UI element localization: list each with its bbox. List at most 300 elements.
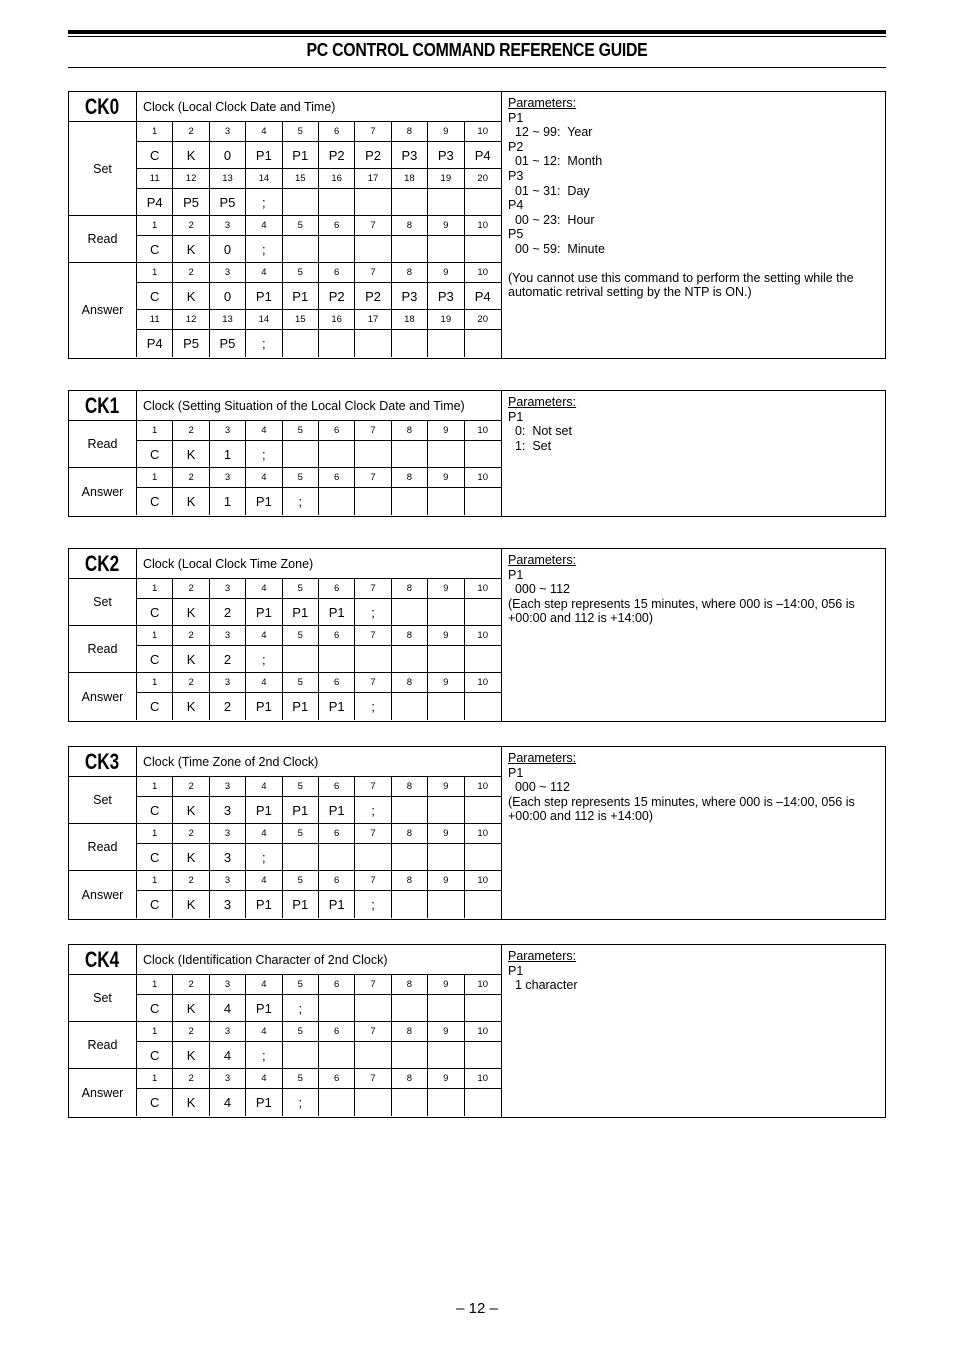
position-cell: 9 — [428, 626, 464, 645]
section-label: Read — [69, 1022, 137, 1068]
header-rule-thin — [68, 36, 886, 37]
character-cell — [428, 797, 464, 824]
position-row — [137, 673, 501, 693]
command-description: Clock (Local Clock Date and Time) — [137, 92, 501, 122]
character-row — [137, 693, 501, 720]
position-cell: 2 — [173, 626, 209, 645]
position-cell: 7 — [355, 421, 391, 440]
character-cell: K — [173, 236, 209, 263]
character-cell — [465, 844, 501, 871]
position-cell: 17 — [355, 310, 391, 329]
position-row — [137, 579, 501, 599]
position-cell: 2 — [173, 824, 209, 843]
parameter-line: P5 — [508, 227, 524, 242]
position-cell: 4 — [246, 824, 282, 843]
parameters-panel — [501, 391, 885, 516]
character-cell — [428, 330, 464, 357]
position-cell: 4 — [246, 871, 282, 890]
character-cell: ; — [355, 891, 391, 918]
header-rule-bottom — [68, 67, 886, 68]
position-cell: 2 — [173, 975, 209, 994]
position-cell: 9 — [428, 673, 464, 692]
position-cell: 8 — [392, 871, 428, 890]
character-cell: ; — [355, 693, 391, 720]
character-cell — [355, 995, 391, 1022]
character-cell — [319, 646, 355, 673]
section-label: Set — [69, 579, 137, 625]
character-cell: ; — [246, 189, 282, 216]
section-answer — [69, 468, 501, 515]
position-cell: 6 — [319, 263, 355, 282]
character-cell — [392, 441, 428, 468]
character-row — [137, 236, 501, 263]
position-cell: 2 — [173, 673, 209, 692]
section-answer — [69, 871, 501, 918]
format-grid — [137, 468, 501, 515]
character-row — [137, 441, 501, 468]
position-cell: 13 — [210, 310, 246, 329]
parameters-heading: Parameters: — [508, 395, 577, 409]
character-cell — [283, 1042, 319, 1069]
section-read — [69, 1022, 501, 1069]
command-format-table — [69, 945, 501, 1117]
character-cell — [465, 995, 501, 1022]
position-cell: 14 — [246, 169, 282, 188]
character-cell — [392, 844, 428, 871]
position-cell: 7 — [355, 122, 391, 141]
parameter-line: 12 ~ 99: Year — [508, 125, 593, 140]
character-row — [137, 142, 501, 169]
character-cell — [465, 330, 501, 357]
position-cell: 10 — [477, 126, 488, 137]
position-cell: 3 — [210, 777, 246, 796]
character-cell: P1 — [246, 995, 282, 1022]
section-label: Answer — [69, 263, 137, 357]
position-cell: 1 — [137, 626, 173, 645]
section-label: Set — [69, 777, 137, 823]
position-cell: 6 — [319, 626, 355, 645]
position-row — [137, 310, 501, 330]
position-cell: 10 — [477, 1073, 488, 1084]
character-cell: C — [137, 599, 173, 626]
format-grid — [137, 263, 501, 357]
character-cell: P1 — [283, 283, 319, 309]
character-cell: 0 — [210, 142, 246, 168]
command-code — [69, 549, 137, 579]
parameter-line: 1: Set — [508, 438, 552, 453]
position-cell: 1 — [137, 468, 173, 487]
character-cell: 3 — [210, 797, 246, 824]
position-cell: 7 — [355, 216, 391, 235]
position-row — [137, 871, 501, 891]
character-cell — [465, 646, 501, 673]
parameter-note: (Each step represents 15 minutes, where 000 is –14:00, 056 is +00:00 and 112 is +14:00) — [508, 794, 855, 824]
position-cell: 2 — [173, 468, 209, 487]
position-cell: 11 — [137, 169, 173, 188]
position-cell: 7 — [355, 975, 391, 994]
character-cell — [428, 1042, 464, 1069]
position-cell: 10 — [477, 425, 488, 436]
position-cell: 10 — [477, 472, 488, 483]
character-cell: P1 — [283, 599, 319, 626]
character-cell: K — [173, 1089, 209, 1116]
character-cell: K — [173, 646, 209, 673]
character-cell — [283, 236, 319, 263]
format-grid — [137, 777, 501, 823]
character-cell: P1 — [246, 142, 282, 168]
position-cell: 20 — [477, 314, 488, 325]
position-cell: 5 — [283, 777, 319, 796]
position-cell: 5 — [283, 824, 319, 843]
position-cell: 7 — [355, 468, 391, 487]
character-cell — [355, 1042, 391, 1069]
position-cell: 1 — [137, 777, 173, 796]
character-cell: P5 — [173, 330, 209, 357]
position-cell: 5 — [283, 421, 319, 440]
position-cell: 18 — [392, 169, 428, 188]
character-cell — [283, 646, 319, 673]
position-cell: 7 — [355, 777, 391, 796]
position-cell: 14 — [246, 310, 282, 329]
character-cell: P1 — [283, 797, 319, 824]
position-cell: 5 — [283, 579, 319, 598]
parameter-line: 0: Not set — [508, 424, 572, 439]
position-cell: 1 — [137, 216, 173, 235]
page-title: PC CONTROL COMMAND REFERENCE GUIDE — [306, 40, 648, 60]
position-cell: 8 — [392, 777, 428, 796]
parameter-line: P1 — [508, 409, 524, 424]
position-row — [137, 1069, 501, 1089]
section-answer — [69, 263, 501, 357]
command-code-text: CK0 — [85, 93, 120, 119]
command-format-table — [69, 747, 501, 919]
character-cell — [392, 236, 428, 263]
position-cell: 6 — [319, 579, 355, 598]
position-cell: 6 — [319, 673, 355, 692]
character-cell: C — [137, 797, 173, 824]
position-cell: 4 — [246, 673, 282, 692]
character-cell: ; — [355, 599, 391, 626]
position-cell: 4 — [246, 626, 282, 645]
character-cell: 4 — [210, 1042, 246, 1069]
character-cell: C — [137, 995, 173, 1022]
position-cell: 2 — [173, 777, 209, 796]
character-cell: P1 — [246, 797, 282, 824]
position-cell: 9 — [428, 122, 464, 141]
character-cell: K — [173, 142, 209, 168]
position-cell: 7 — [355, 626, 391, 645]
character-cell — [392, 599, 428, 626]
format-grid — [137, 421, 501, 467]
position-cell: 8 — [392, 1069, 428, 1088]
position-cell: 3 — [210, 579, 246, 598]
position-row — [137, 263, 501, 283]
character-row — [137, 283, 501, 310]
position-cell: 5 — [283, 122, 319, 141]
character-cell: P1 — [283, 891, 319, 918]
position-cell: 3 — [210, 122, 246, 141]
character-cell: P1 — [246, 1089, 282, 1116]
position-cell: 9 — [428, 216, 464, 235]
character-cell — [355, 189, 391, 216]
section-label: Answer — [69, 673, 137, 720]
character-cell: P1 — [246, 891, 282, 918]
command-code-text: CK3 — [85, 748, 120, 774]
position-cell: 4 — [246, 263, 282, 282]
position-cell: 4 — [246, 122, 282, 141]
position-cell: 1 — [137, 1022, 173, 1041]
position-row — [137, 975, 501, 995]
command-block-ck3 — [68, 746, 886, 920]
position-cell: 5 — [283, 975, 319, 994]
character-cell: 1 — [210, 488, 246, 515]
position-cell: 2 — [173, 122, 209, 141]
character-cell — [355, 1089, 391, 1116]
command-description: Clock (Identification Character of 2nd Clock) — [137, 945, 501, 975]
format-grid — [137, 1022, 501, 1068]
command-code — [69, 391, 137, 421]
parameter-line: 01 ~ 31: Day — [508, 183, 590, 198]
position-cell: 9 — [428, 975, 464, 994]
page-number: – 12 – — [456, 1300, 498, 1317]
position-cell: 3 — [210, 1069, 246, 1088]
position-cell: 9 — [428, 1022, 464, 1041]
character-row — [137, 844, 501, 871]
character-cell — [465, 189, 501, 216]
character-cell — [465, 599, 501, 626]
position-cell: 4 — [246, 421, 282, 440]
parameter-line: P1 — [508, 765, 524, 780]
character-cell: P2 — [355, 142, 391, 168]
character-cell: ; — [355, 797, 391, 824]
position-cell: 6 — [319, 1022, 355, 1041]
position-row — [137, 468, 501, 488]
character-row — [137, 488, 501, 515]
character-cell: ; — [246, 330, 282, 357]
position-cell: 10 — [477, 828, 488, 839]
section-label: Answer — [69, 1069, 137, 1116]
character-cell: C — [137, 1042, 173, 1069]
character-row — [137, 995, 501, 1022]
position-cell: 18 — [392, 310, 428, 329]
position-cell: 10 — [477, 630, 488, 641]
character-cell: P4 — [474, 147, 491, 163]
character-cell — [355, 236, 391, 263]
position-cell: 4 — [246, 1069, 282, 1088]
character-cell: P1 — [319, 891, 355, 918]
position-cell: 6 — [319, 122, 355, 141]
parameter-note: (Each step represents 15 minutes, where 000 is –14:00, 056 is +00:00 and 112 is +14:00) — [508, 596, 855, 626]
position-cell: 7 — [355, 824, 391, 843]
position-cell: 8 — [392, 824, 428, 843]
character-cell — [283, 441, 319, 468]
command-description: Clock (Local Clock Time Zone) — [137, 549, 501, 579]
position-cell: 4 — [246, 1022, 282, 1041]
character-cell: C — [137, 844, 173, 871]
section-label: Read — [69, 626, 137, 672]
character-cell — [428, 488, 464, 515]
format-grid — [137, 626, 501, 672]
position-row — [137, 122, 501, 142]
character-cell — [392, 488, 428, 515]
character-row — [137, 1042, 501, 1069]
character-cell: P5 — [210, 330, 246, 357]
character-cell: P1 — [246, 693, 282, 720]
position-cell: 11 — [137, 310, 173, 329]
character-cell: P2 — [355, 283, 391, 309]
parameter-gap — [508, 257, 879, 271]
position-cell: 7 — [355, 1069, 391, 1088]
character-cell: P3 — [428, 283, 464, 309]
character-cell: K — [173, 693, 209, 720]
command-block-ck4 — [68, 944, 886, 1118]
character-cell: P1 — [246, 488, 282, 515]
character-cell: 3 — [210, 891, 246, 918]
position-row — [137, 777, 501, 797]
position-cell: 13 — [210, 169, 246, 188]
character-cell: P4 — [137, 189, 173, 216]
command-format-table — [69, 92, 501, 358]
command-code-text: CK1 — [85, 392, 120, 418]
position-cell: 9 — [428, 421, 464, 440]
format-grid — [137, 579, 501, 625]
position-cell: 2 — [173, 1022, 209, 1041]
character-cell — [465, 441, 501, 468]
character-cell — [465, 891, 501, 918]
position-cell: 1 — [137, 263, 173, 282]
character-cell: P3 — [392, 142, 428, 168]
character-cell — [319, 1089, 355, 1116]
position-cell: 5 — [283, 263, 319, 282]
position-cell: 10 — [477, 583, 488, 594]
position-cell: 19 — [428, 169, 464, 188]
character-cell — [392, 995, 428, 1022]
character-cell: K — [173, 441, 209, 468]
position-cell: 8 — [392, 216, 428, 235]
parameters-heading: Parameters: — [508, 949, 577, 963]
section-label: Set — [69, 122, 137, 215]
character-cell — [465, 1042, 501, 1069]
format-grid — [137, 216, 501, 262]
section-label: Answer — [69, 871, 137, 918]
parameter-line: 000 ~ 112 — [508, 582, 570, 597]
position-cell: 3 — [210, 421, 246, 440]
format-grid — [137, 871, 501, 918]
section-answer — [69, 673, 501, 720]
parameter-line: 00 ~ 59: Minute — [508, 241, 605, 256]
character-cell: C — [137, 693, 173, 720]
character-cell — [465, 797, 501, 824]
position-row — [137, 421, 501, 441]
character-cell: ; — [246, 646, 282, 673]
character-cell — [355, 844, 391, 871]
position-cell: 9 — [428, 1069, 464, 1088]
character-cell: C — [137, 142, 173, 168]
character-cell — [319, 488, 355, 515]
position-cell: 6 — [319, 468, 355, 487]
position-cell: 8 — [392, 673, 428, 692]
character-cell: ; — [283, 995, 319, 1022]
character-cell: K — [173, 283, 209, 309]
position-cell: 2 — [173, 871, 209, 890]
position-cell: 10 — [477, 267, 488, 278]
character-cell — [283, 844, 319, 871]
position-cell: 4 — [246, 216, 282, 235]
position-row — [137, 216, 501, 236]
position-cell: 7 — [355, 1022, 391, 1041]
character-cell: 2 — [210, 599, 246, 626]
character-cell: 4 — [210, 1089, 246, 1116]
character-cell: K — [173, 797, 209, 824]
command-code — [69, 945, 137, 975]
position-cell: 1 — [137, 975, 173, 994]
character-cell — [428, 236, 464, 263]
position-cell: 3 — [210, 673, 246, 692]
command-description: Clock (Setting Situation of the Local Clock Date and Time) — [137, 391, 501, 421]
character-cell: K — [173, 995, 209, 1022]
position-cell: 5 — [283, 673, 319, 692]
character-row — [137, 891, 501, 918]
character-cell — [392, 330, 428, 357]
command-format-table — [69, 391, 501, 516]
position-cell: 15 — [283, 169, 319, 188]
character-cell: P4 — [474, 288, 491, 304]
position-cell: 5 — [283, 468, 319, 487]
character-cell — [465, 693, 501, 720]
position-cell: 8 — [392, 626, 428, 645]
position-cell: 12 — [173, 169, 209, 188]
character-cell — [428, 646, 464, 673]
format-grid — [137, 673, 501, 720]
character-cell — [355, 646, 391, 673]
position-cell: 10 — [477, 875, 488, 886]
position-cell: 2 — [173, 579, 209, 598]
character-cell: 2 — [210, 646, 246, 673]
character-cell — [319, 844, 355, 871]
position-cell: 4 — [246, 777, 282, 796]
position-cell: 12 — [173, 310, 209, 329]
position-cell: 2 — [173, 263, 209, 282]
position-cell: 20 — [477, 173, 488, 184]
position-cell: 10 — [477, 979, 488, 990]
position-cell: 1 — [137, 824, 173, 843]
position-cell: 16 — [319, 310, 355, 329]
character-cell — [465, 1089, 501, 1116]
position-row — [137, 824, 501, 844]
character-cell — [319, 995, 355, 1022]
position-cell: 6 — [319, 824, 355, 843]
position-cell: 6 — [319, 216, 355, 235]
position-cell: 8 — [392, 468, 428, 487]
character-cell: C — [137, 488, 173, 515]
section-set — [69, 975, 501, 1022]
character-cell: ; — [246, 1042, 282, 1069]
command-block-ck2 — [68, 548, 886, 722]
character-cell — [465, 488, 501, 515]
position-cell: 8 — [392, 975, 428, 994]
character-cell: 0 — [210, 236, 246, 263]
format-grid — [137, 975, 501, 1021]
position-cell: 2 — [173, 216, 209, 235]
parameter-line: P4 — [508, 198, 524, 213]
position-cell: 1 — [137, 673, 173, 692]
character-cell: P1 — [283, 142, 319, 168]
character-cell — [392, 1042, 428, 1069]
position-cell: 5 — [283, 871, 319, 890]
parameters-heading: Parameters: — [508, 751, 577, 765]
position-cell: 6 — [319, 777, 355, 796]
character-cell — [319, 189, 355, 216]
